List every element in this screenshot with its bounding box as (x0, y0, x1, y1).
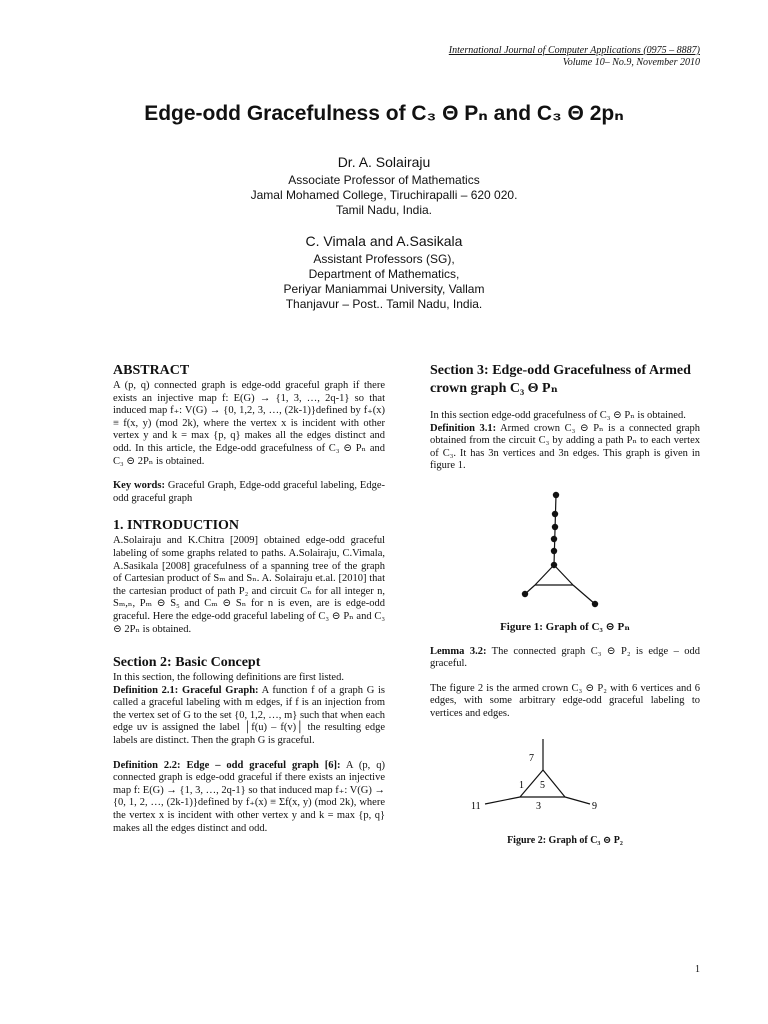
figure-2-intro: The figure 2 is the armed crown C₃ ⊝ P₂ with 6 vertices and 6 edges, with some arbitrary edge-odd graceful labeling to vertices and edges. (430, 682, 700, 719)
definition-2-2 (113, 760, 385, 836)
figure-2-caption: Figure 2: Graph of C₃ ⊝ P₂ (507, 834, 623, 846)
definition-3-1 (430, 423, 700, 473)
affiliation-line: Periyar Maniammai University, Vallam (283, 282, 485, 296)
figure-1-graph (430, 481, 700, 621)
definition-text: Armed crown C₃ ⊝ Pₙ is a connected graph obtained from the circuit C₃ by adding a path Pₙ to each vertex of C₃. It has 3n vertices and 3n edges. This graph is given in figure 1. (430, 422, 700, 472)
affiliation-line: Jamal Mohamed College, Tiruchirapalli – 620 020. (250, 188, 518, 202)
keywords (113, 480, 385, 505)
graph-vertex (551, 548, 557, 554)
left-column (113, 362, 385, 835)
affiliation-line: Associate Professor of Mathematics (288, 173, 480, 187)
figure-2-graph (430, 725, 700, 835)
graph-vertex (552, 511, 558, 517)
lemma-label: Lemma 3.2: (430, 645, 487, 657)
definition-text: A (p, q) connected graph is edge-odd graceful if there exists an injective map f: E(G) → {1, 3, …, 2q-1} so that induced map f₊: V(G) → {0, 1, 2, …, (2k-1)}defined by f₊(x) ≡ Σf(x, y) (mod 2k), where the vertex x is incident with other vertex y and k = max {p, q} makes all the edges distinct and odd. (113, 759, 385, 834)
edge-label: 5 (540, 779, 545, 791)
keywords-text: Graceful Graph, Edge-odd graceful labeling, Edge-odd graceful graph (113, 480, 385, 504)
introduction-heading: 1. INTRODUCTION (113, 518, 240, 534)
section2-intro: In this section, the following definitions are first listed. (113, 672, 344, 684)
running-header (449, 45, 700, 69)
keywords-label: Key words: (113, 480, 165, 492)
figure-1-caption: Figure 1: Graph of C₃ ⊝ Pₙ (500, 620, 630, 633)
definition-2-1 (113, 685, 385, 748)
author-block-1 (0, 153, 768, 218)
section3-heading: Section 3: Edge-odd Gracefulness of Armed crown graph C₃ Θ Pₙ (430, 363, 691, 396)
graph-vertex (553, 492, 559, 498)
vertex-label-left: 11 (471, 800, 481, 812)
graph-vertex (592, 601, 598, 607)
vertex-label-top: 7 (529, 752, 534, 764)
definition-label: Definition 2.2: Edge – odd graceful graph [6]: (113, 759, 341, 771)
page-number: 1 (695, 964, 700, 975)
author-block-2 (0, 232, 768, 312)
graph-vertex (551, 536, 557, 542)
author-name: C. Vimala and A.Sasikala (305, 233, 463, 249)
section3-intro: In this section edge-odd gracefulness of C₃ ⊝ Pₙ is obtained. (430, 410, 686, 421)
affiliation-line: Thanjavur – Post.. Tamil Nadu, India. (285, 297, 483, 311)
definition-label: Definition 3.1: (430, 422, 497, 434)
volume-info: Volume 10– No.9, November 2010 (562, 57, 700, 68)
introduction-text: A.Solairaju and K.Chitra [2009] obtained edge-odd graceful labeling of some graphs related to paths. A.Solairaju, C.Vimala, A.Sasikala [2008] gracefulness of a spanning tree of the graph of Cartesian product of Sₘ and Sₙ. A. Solairaju et.al. [2010] that the cartesian product of path P₂ and circuit Cₙ for all integer n, Sₘ,ₙ, Pₘ ⊝ S₅ and Cₘ ⊝ Sₙ for n is even, are is edge-odd graceful. Here the edge-odd graceful labeling of C₃ ⊝ Pₙ and C₃ ⊝ 2Pₙ is obtained. (113, 535, 385, 635)
section2-heading: Section 2: Basic Concept (113, 655, 261, 671)
graph-vertex (551, 562, 557, 568)
right-column (430, 362, 700, 847)
affiliation-line: Department of Mathematics, (308, 267, 460, 281)
definition-text: A function f of a graph G is called a graceful labeling with m edges, if f is an injection from the vertex set of G to the set {0, 1,2, …, m} such that when each edge uv is assigned the label │f(u) – f(v)│ the resulting edge labels are distinct. Then the graph G is graceful. (113, 684, 385, 747)
abstract-text: A (p, q) connected graph is edge-odd graceful graph if there exists an injective map f: E(G) → {1, 3, …, 2q-1} so that induced map f₊: V(G) → {0, 1,2, 3, …, (2k-1)}defined by f₊(x) ≡ f(x, y) (mod 2k), where the vertex x is incident with other vertex y and k = max {p, q} makes all the edges distinct and odd. In this article, the Edge-odd gracefulness of C₃ ⊝ Pₙ and C₃ ⊝ 2Pₙ is obtained. (113, 380, 385, 467)
journal-name: International Journal of Computer Applications (0975 – 8887) (448, 45, 700, 56)
graph-vertex (552, 524, 558, 530)
paper-title: Edge-odd Gracefulness of C₃ Θ Pₙ and C₃ Θ 2pₙ (144, 102, 624, 125)
author-name: Dr. A. Solairaju (337, 154, 431, 170)
lemma-3-2 (430, 646, 700, 671)
edge-label: 3 (536, 800, 541, 812)
edge-label: 1 (519, 779, 524, 791)
lemma-text: The connected graph C₃ ⊝ P₂ is edge – odd graceful. (430, 645, 701, 670)
abstract-heading: ABSTRACT (113, 363, 190, 378)
graph-vertex (522, 591, 528, 597)
affiliation-line: Tamil Nadu, India. (335, 203, 433, 217)
vertex-label-right: 9 (592, 800, 597, 812)
affiliation-line: Assistant Professors (SG), (313, 252, 455, 266)
definition-label: Definition 2.1: Graceful Graph: (113, 684, 259, 696)
